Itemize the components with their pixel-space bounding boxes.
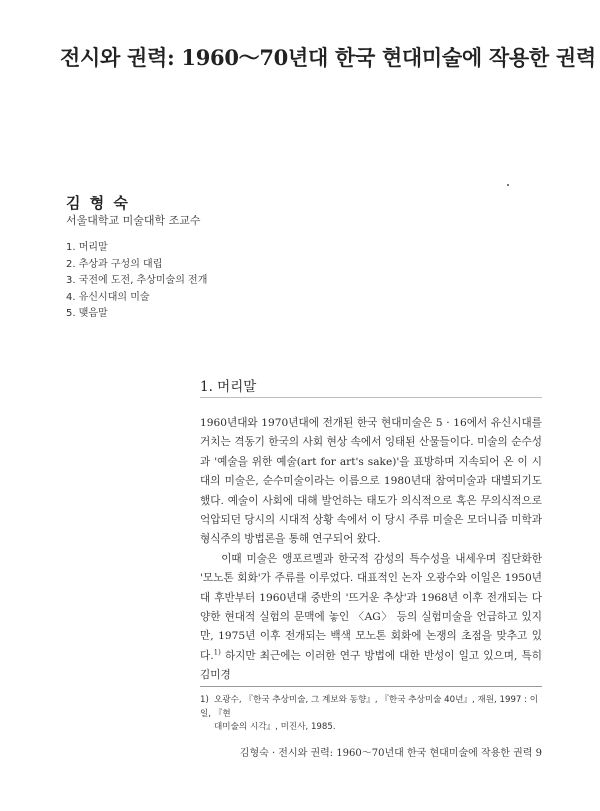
stray-mark	[507, 184, 509, 186]
section-heading: 1. 머리말	[200, 379, 257, 395]
paragraph-text: 하지만 최근에는 이러한 연구 방법에 대한 반성이 일고 있으며, 특히 김미경	[200, 649, 542, 682]
body-paragraph	[200, 550, 542, 686]
paragraph-text: 이때 미술은 앵포르멜과 한국적 감성의 특수성을 내세우며 집단화한 '모노톤 회화'가 주류를 이루었다. 대표적인 논자 오광수와 이일은 1950년대 후반부터 1960년대 중반의 '뜨거운 추상'과 1968년 이후 전개되는 다양한 현대적 실험의 문맥에 놓인 〈AG〉 등의 실험미술을 언급하고 있지만, 1975년 이후 전개되는 백색 모노톤 회화에 논쟁의 초점을 맞추고 있다.	[200, 552, 542, 662]
footnote-number: 1)	[200, 695, 209, 705]
footnote-line	[200, 694, 542, 721]
toc-item: 5. 맺음말	[66, 308, 108, 320]
section-divider	[200, 397, 542, 398]
running-footer: 김형숙 · 전시와 권력: 1960～70년대 한국 현대미술에 작용한 권력 9	[239, 748, 542, 759]
footnote-divider	[200, 686, 542, 687]
author-name: 김 형 숙	[66, 194, 130, 212]
toc-item: 4. 유신시대의 미술	[66, 291, 150, 303]
toc-item: 2. 추상과 구성의 대립	[66, 258, 163, 270]
table-of-contents	[66, 240, 207, 323]
body-paragraph: 1960년대와 1970년대에 전개된 한국 현대미술은 5 · 16에서 유신시대를 거치는 격동기 한국의 사회 현상 속에서 잉태된 산물들이다. 미술의 순수성과 '예술을 위한 예술(art for art's sake)'을 표방하며 지속되어 온 이 시대의 미술은, 순수미술이라는 이름으로 1980년대 참여미술과 대별되기도 했다. 예술이 사회에 대해 발언하는 태도가 의식적으로 혹은 무의식적으로 억압되던 당시의 시대적 상황 속에서 이 당시 주류 미술은 모더니즘 미학과 형식주의 방법론을 통해 연구되어 왔다.	[200, 417, 542, 546]
footnote	[200, 694, 542, 735]
footnote-reference[interactable]: 1)	[213, 648, 221, 657]
body-text	[200, 414, 542, 686]
paper-title: 전시와 권력: 1960～70년대 한국 현대미술에 작용한 권력	[60, 45, 596, 70]
footnote-line: 대미술의 시각』, 미진사, 1985.	[214, 722, 336, 732]
toc-item: 3. 국전에 도전, 추상미술의 전개	[66, 275, 208, 287]
toc-item: 1. 머리말	[66, 242, 108, 253]
footnote-text: 오광수, 『한국 추상미술, 그 계보와 동향』, 『한국 추상미술 40년』, 재원, 1997 : 이일, 『현	[200, 695, 539, 719]
author-affiliation: 서울대학교 미술대학 조교수	[66, 214, 201, 227]
